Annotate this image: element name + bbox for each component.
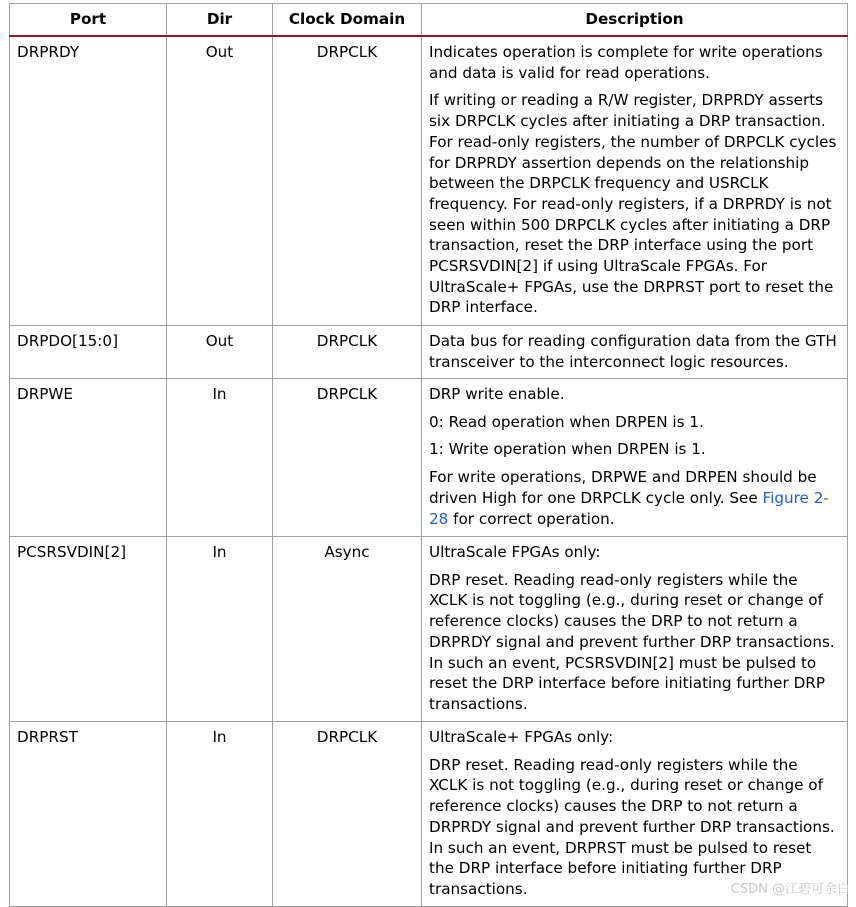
description-cell <box>422 379 848 537</box>
clock-domain-cell: DRPCLK <box>273 379 422 537</box>
clock-domain-cell: DRPCLK <box>273 36 422 326</box>
port-cell: DRPRDY <box>10 36 167 326</box>
description-paragraph: UltraScale FPGAs only: <box>429 543 601 561</box>
dir-cell: In <box>167 379 273 537</box>
table-body <box>10 36 848 907</box>
description-cell <box>422 36 848 326</box>
port-cell: DRPWE <box>10 379 167 537</box>
description-cell <box>422 326 848 379</box>
clock-domain-cell: DRPCLK <box>273 722 422 907</box>
dir-cell: In <box>167 537 273 722</box>
description-paragraph: Data bus for reading configuration data from the GTH transceiver to the interconnect logic resources. <box>429 332 837 371</box>
dir-cell: Out <box>167 36 273 326</box>
description-text: for correct operation. <box>448 509 615 528</box>
description-paragraph: If writing or reading a R/W register, DRPRDY asserts six DRPCLK cycles after initiating a DRP transaction. For read-only registers, the number of DRPCLK cycles for DRPRDY assertion depends on the relationship between the DRPCLK frequency and USRCLK frequency. For read-only registers, if a DRPRDY is not seen within 500 DRPCLK cycles after initiating a DRP transaction, reset the DRP interface using the port PCSRSVDIN[2] if using UltraScale FPGAs. For UltraScale+ FPGAs, use the DRPRST port to reset the DRP interface. <box>429 91 837 317</box>
header-description: Description <box>422 4 848 37</box>
table-header <box>10 4 848 37</box>
description-paragraph: DRP write enable. <box>429 385 565 403</box>
header-row <box>10 4 848 37</box>
table-row <box>10 537 848 722</box>
description-cell <box>422 722 848 907</box>
description-paragraph-with-link <box>429 467 840 529</box>
description-paragraph: DRP reset. Reading read-only registers while the XCLK is not toggling (e.g., during reset or change of reference clocks) causes the DRP to not return a DRPRDY signal and prevent further DRP transactions. In such an event, PCSRSVDIN[2] must be pulsed to reset the DRP interface before initiating further DRP transactions. <box>429 570 835 713</box>
watermark: CSDN @江碧可余白 <box>730 882 850 897</box>
description-paragraph: DRP reset. Reading read-only registers while the XCLK is not toggling (e.g., during reset or change of reference clocks) causes the DRP to not return a DRPRDY signal and prevent further DRP transactions. In such an event, DRPRST must be pulsed to reset the DRP interface before initiating further DRP transactions. <box>429 755 835 898</box>
clock-domain-cell: DRPCLK <box>273 326 422 379</box>
clock-domain-cell: Async <box>273 537 422 722</box>
header-dir: Dir <box>167 4 273 37</box>
header-port: Port <box>10 4 167 37</box>
table-row <box>10 722 848 907</box>
port-cell: DRPRST <box>10 722 167 907</box>
description-paragraph: 0: Read operation when DRPEN is 1. <box>429 412 704 431</box>
port-description-table <box>9 3 848 907</box>
description-cell <box>422 537 848 722</box>
description-paragraph: 1: Write operation when DRPEN is 1. <box>429 440 706 459</box>
dir-cell: In <box>167 722 273 907</box>
table-row <box>10 326 848 379</box>
port-cell: PCSRSVDIN[2] <box>10 537 167 722</box>
description-text: For write operations, DRPWE and DRPEN should be driven High for one DRPCLK cycle only. See <box>429 468 817 507</box>
dir-cell: Out <box>167 326 273 379</box>
table-row <box>10 379 848 537</box>
port-cell: DRPDO[15:0] <box>10 326 167 379</box>
header-clock-domain: Clock Domain <box>273 4 422 37</box>
description-paragraph: UltraScale+ FPGAs only: <box>429 728 614 746</box>
figure-2-28-link[interactable]: Figure 2-28 <box>429 488 829 528</box>
description-paragraph: Indicates operation is complete for write operations and data is valid for read operations. <box>429 43 823 82</box>
table-row <box>10 36 848 326</box>
